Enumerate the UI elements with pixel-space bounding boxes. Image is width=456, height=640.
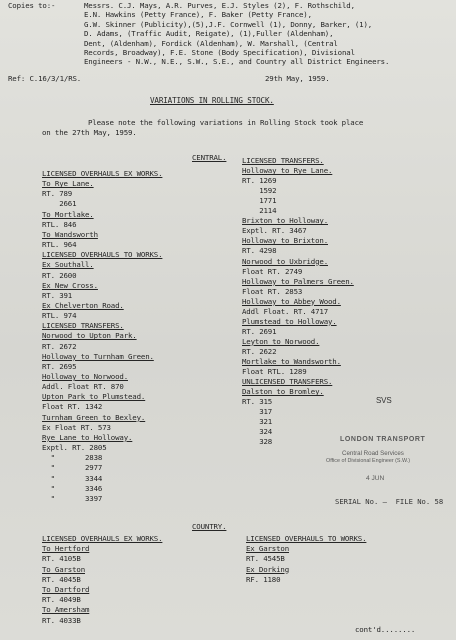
rolling-stock-line: RT. 2691	[242, 326, 277, 336]
rolling-stock-line: Float RT. 1342	[42, 402, 103, 412]
rolling-stock-line: " 3344	[42, 473, 103, 483]
rolling-stock-line: RF. 1180	[246, 574, 281, 584]
intro-line-2: on the 27th May, 1959.	[42, 128, 137, 137]
rolling-stock-line: RT. 4298	[242, 246, 277, 256]
rolling-stock-line: LICENSED OVERHAULS EX WORKS.	[42, 534, 163, 543]
rolling-stock-line: Brixton to Holloway.	[242, 216, 328, 226]
rolling-stock-line: Ex Chelverton Road.	[42, 300, 124, 310]
file-number: SERIAL No. — FILE No. 58	[335, 497, 444, 506]
rolling-stock-line: RT. 2695	[42, 361, 77, 371]
central-heading: CENTRAL.	[192, 153, 227, 162]
rolling-stock-line: Ex Float RT. 573	[42, 422, 111, 432]
reference: Ref: C.16/3/1/RS.	[8, 74, 82, 83]
rolling-stock-line: To Hertford	[42, 544, 90, 554]
rolling-stock-line: Ex Dorking	[246, 564, 289, 574]
rolling-stock-line: 1592	[242, 186, 277, 196]
rolling-stock-line: Dalston to Bromley.	[242, 387, 324, 397]
rolling-stock-line: LICENSED OVERHAULS EX WORKS.	[42, 169, 163, 178]
rolling-stock-line: Exptl. RT. 3467	[242, 226, 307, 236]
rolling-stock-line: Norwood to Uxbridge.	[242, 256, 328, 266]
rolling-stock-line: Holloway to Palmers Green.	[242, 276, 354, 286]
document-title: VARIATIONS IN ROLLING STOCK.	[150, 96, 274, 105]
rolling-stock-line: RT. 4045B	[42, 574, 81, 584]
distribution-line: Messrs. C.J. Mays, A.R. Purves, E.J. Styles (2), F. Rothschild,	[84, 1, 355, 10]
distribution-line: D. Adams, (Traffic Audit, Reigate), (1),Fuller (Aldenham),	[84, 29, 334, 39]
stamp-line-3: Office of Divisional Engineer (S.W.)	[326, 458, 411, 464]
rolling-stock-line: Leyton to Norwood.	[242, 336, 320, 346]
rolling-stock-line: To Wandsworth	[42, 229, 98, 239]
rolling-stock-line: RT. 391	[42, 290, 73, 300]
rolling-stock-line: " 2977	[42, 463, 103, 473]
rolling-stock-line: 328	[242, 437, 273, 447]
rolling-stock-line: Norwood to Upton Park.	[42, 331, 137, 341]
rolling-stock-line: To Garston	[42, 564, 85, 574]
rolling-stock-line: Holloway to Brixton.	[242, 236, 328, 246]
rolling-stock-line: RTL. 846	[42, 219, 77, 229]
document-date: 29th May, 1959.	[265, 74, 330, 83]
rolling-stock-line: Turnham Green to Bexley.	[42, 412, 146, 422]
rolling-stock-line: RT. 1269	[242, 176, 277, 186]
rolling-stock-line: 317	[242, 407, 273, 417]
rolling-stock-line: " 3346	[42, 483, 103, 493]
rolling-stock-line: Addl. Float RT. 870	[42, 382, 124, 392]
stamp-line-2: Central Road Services	[342, 450, 404, 457]
distribution-line: Records, Broadway), F.E. Stone (Body Specification), Divisional	[84, 48, 355, 57]
rolling-stock-line: LICENSED TRANSFERS.	[242, 156, 324, 165]
rolling-stock-line: Holloway to Turnham Green.	[42, 351, 154, 361]
rolling-stock-line: UNLICENSED TRANSFERS.	[242, 377, 333, 387]
rolling-stock-line: Float RT. 2853	[242, 286, 303, 296]
intro-line-1: Please note the following variations in Rolling Stock took place	[88, 118, 364, 127]
rolling-stock-line: RT. 4545B	[246, 554, 285, 564]
rolling-stock-line: Rye Lane to Holloway.	[42, 432, 133, 442]
rolling-stock-line: LICENSED OVERHAULS TO WORKS.	[246, 534, 367, 543]
rolling-stock-line: To Amersham	[42, 605, 90, 615]
rolling-stock-line: Mortlake to Wandsworth.	[242, 357, 341, 366]
rolling-stock-line: " 2838	[42, 453, 103, 463]
rolling-stock-line: 2661	[42, 199, 77, 209]
rolling-stock-line: Ex Garston	[246, 544, 289, 554]
rolling-stock-line: 321	[242, 417, 273, 427]
rolling-stock-line: 324	[242, 427, 273, 437]
rolling-stock-line: Plumstead to Holloway.	[242, 316, 337, 326]
distribution-line: G.W. Skinner (Publicity),(5),J.F. Cornwell (1), Donny, Barker, (1),	[84, 19, 373, 29]
rolling-stock-line: RT. 789	[42, 189, 73, 199]
continued-note: cont'd........	[355, 625, 416, 634]
rolling-stock-line: 1771	[242, 196, 277, 206]
rolling-stock-line: Ex Southall.	[42, 260, 94, 270]
rolling-stock-line: Holloway to Abbey Wood.	[242, 296, 341, 306]
rolling-stock-line: Float RT. 2749	[242, 266, 303, 276]
stamp-date: 4 JUN	[366, 475, 385, 482]
rolling-stock-line: LICENSED TRANSFERS.	[42, 321, 124, 331]
distribution-line: Dent, (Aldenham), Fordick (Aldenham), W. Marshall, (Central	[84, 38, 338, 48]
handwritten-annotation: SVS	[376, 396, 392, 405]
rolling-stock-line: 2114	[242, 206, 277, 216]
stamp-line-1: LONDON TRANSPORT	[340, 436, 426, 443]
copies-to-label: Copies to:-	[8, 1, 56, 10]
rolling-stock-line: Upton Park to Plumstead.	[42, 392, 146, 402]
rolling-stock-line: Addl Float. RT. 4717	[242, 306, 328, 316]
rolling-stock-line: Holloway to Rye Lane.	[242, 166, 333, 176]
distribution-line: Engineers - N.W., N.E., S.W., S.E., and Country all District Engineers.	[84, 57, 390, 67]
rolling-stock-line: RT. 2600	[42, 270, 77, 280]
rolling-stock-line: To Rye Lane.	[42, 179, 94, 189]
rolling-stock-line: RT. 2672	[42, 341, 77, 351]
rolling-stock-line: " 3397	[42, 493, 103, 503]
rolling-stock-line: RT. 315	[242, 397, 273, 407]
rolling-stock-line: LICENSED OVERHAULS TO WORKS.	[42, 250, 163, 260]
rolling-stock-line: RT. 4105B	[42, 554, 81, 564]
rolling-stock-line: RTL. 964	[42, 240, 77, 250]
rolling-stock-line: To Mortlake.	[42, 209, 94, 219]
rolling-stock-line: Float RTL. 1289	[242, 367, 307, 377]
rolling-stock-line: Ex New Cross.	[42, 280, 98, 290]
rolling-stock-line: RTL. 974	[42, 311, 77, 321]
rolling-stock-line: RT. 2622	[242, 346, 277, 356]
rolling-stock-line: Holloway to Norwood.	[42, 372, 128, 381]
rolling-stock-line: Exptl. RT. 2805	[42, 443, 107, 453]
rolling-stock-line: RT. 4049B	[42, 595, 81, 605]
country-heading: COUNTRY.	[192, 522, 227, 531]
rolling-stock-line: RT. 4033B	[42, 615, 81, 625]
rolling-stock-line: To Dartford	[42, 585, 90, 594]
distribution-line: E.N. Hawkins (Petty France), F. Baker (Petty France),	[84, 10, 312, 20]
